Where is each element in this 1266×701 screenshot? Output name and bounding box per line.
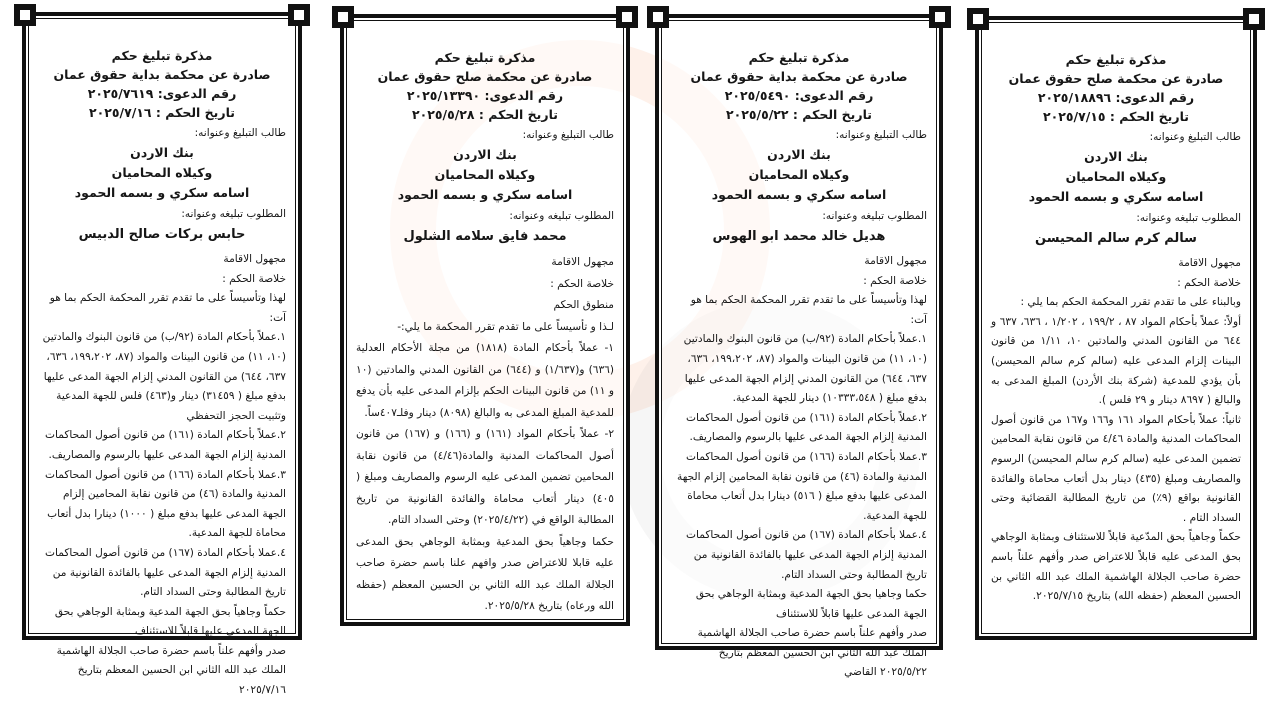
notice-title: مذكرة تبليغ حكم bbox=[434, 50, 536, 65]
body-paragraph: خلاصة الحكم : bbox=[550, 277, 614, 290]
respondent-label: المطلوب تبليغه وعنوانه: bbox=[181, 208, 286, 220]
respondent-name: محمد فايق سلامه الشلول bbox=[403, 229, 567, 244]
body-paragraph: ١.عملاً بأحكام المادة (٩٢/ب) من قانون البنوك والمادتين (١٠، ١١) من قانون البينات والمواد (٨٧، ١٩٩،٢٠٢، ٦٣٦، ٦٣٧، ٦٤٤) من القانون المدني إلزام الجهة المدعى عليها بدفع مبلغ ( ١٠٣٣٣،٥٤٨) دينار للجهة المدعية. bbox=[683, 333, 927, 405]
requester-line: وكيلاه المحاميان bbox=[111, 165, 213, 180]
judgment-date: تاريخ الحكم : ٢٠٢٥/٥/٢٢ bbox=[726, 107, 872, 122]
body-paragraph: حكماً وجاهياً بحق المدّعية قابلاً للاستئناف وبمثابة الوجاهي بحق المدعى عليه قابلاً للاعتراض صدر وأفهم علناً باسم حضرة صاحب الجلالة الهاشمية الملك عبد الله الثاني بن الحسين المعظم (حفظه الله) بتاريخ ٢٠٢٥/٧/١٥. bbox=[991, 531, 1241, 603]
requester-line: بنك الاردن bbox=[130, 145, 194, 160]
body-paragraph: ٢.عملاً بأحكام المادة (١٦١) من قانون أصول المحاكمات المدنية إلزام الجهة المدعى عليها بالرسوم والمصاريف. bbox=[686, 411, 927, 444]
requester-line: وكيلاه المحاميان bbox=[748, 167, 850, 182]
respondent-name: هديل خالد محمد ابو الهوس bbox=[712, 229, 886, 244]
respondent-label: المطلوب تبليغه وعنوانه: bbox=[822, 210, 927, 222]
corner-ornament bbox=[288, 4, 310, 26]
requester-line: وكيلاه المحاميان bbox=[1065, 169, 1167, 184]
body-paragraph: ثانياً: عملاً بأحكام المواد ١٦١ و١٦٦ و١٦٧ من قانون أصول المحاكمات المدنية والمادة ٤/٤٦ من قانون نقابة المحامين تضمين المدعى عليه (سالم كرم سالم المحيسن) الرسوم والمصاريف ومبلغ (٤٣٥) دينار بدل أتعاب محاماة والفائدة القانونية بواقع (٩٪) من تاريخ المطالبة القضائية وحتى السداد التام . bbox=[991, 413, 1242, 524]
judgment-body bbox=[671, 252, 927, 683]
body-paragraph: ٢- عملاً بأحكام المواد (١٦١) و (١٦٦) و (١٦٧) من قانون أصول المحاكمات المدنية والمادة(٤/٤٦) من قانون نقابة المحامين تضمين المدعى عليه الرسوم والمصاريف ومبلغ ( ٤٠٥) دينار أتعاب محاماة والفائدة القانونية من تاريخ المطالبة الواقع في (٢٠٢٥/٤/٢٢) وحتى السداد التام. bbox=[356, 428, 615, 526]
body-paragraph: مجهول الاقامة bbox=[864, 255, 927, 267]
judgment-notice-4 bbox=[975, 16, 1257, 640]
body-paragraph: لهذا وتأسيساً على ما تقدم تقرر المحكمة الحكم بما هو آت: bbox=[49, 292, 286, 324]
body-paragraph: أولاً: عملاً بأحكام المواد ٨٧ ، ١٩٩/٢ ، ١/٢٠٢ ، ٦٣٦، ٦٣٧ و ٦٤٤ من القانون المدني والمادتين ١٠، ١/١١ من قانون البينات إلزام المدعى عليه (سالم كرم سالم المحيسن) بأن يؤدي للمدعية (شركة بنك الأردن) المبلغ المدعى به والبالغ ( ٨٦٩٧ دينار و ٢٩ فلس ). bbox=[991, 315, 1242, 407]
body-paragraph: ٣.عملا بأحكام المادة (١٦٦) من قانون أصول المحاكمات المدنية والمادة (٤٦) من قانون نقابة المحامين إلزام الجهة المدعى عليها بدفع مبلغ ( ١٠٠٠) دينارا بدل أتعاب محاماة للجهة المدعية. bbox=[45, 468, 286, 540]
body-paragraph: ١- عملاً بأحكام المادة (١٨١٨) من مجلة الأحكام العدلية (٦٣٦) و(١/٦٣٧) و (٦٤٤) من القانون المدني والمادتين (١٠ و ١١) من قانون البينات الحكم بإلزام المدعى عليه بأن يدفع للمدعية المبلغ المدعى به والبالغ (٨٠٩٨) دينار وفلـ٤٠٧ساً. bbox=[356, 342, 614, 419]
body-paragraph: ٤.عملا بأحكام المادة (١٦٧) من قانون أصول المحاكمات المدنية إلزام الجهة المدعى عليها بالفائدة القانونية من تاريخ المطالبة وحتى السداد التام. bbox=[45, 546, 286, 599]
requester-line: بنك الاردن bbox=[1084, 149, 1148, 164]
judgment-body bbox=[991, 254, 1241, 607]
body-paragraph: مجهول الاقامة bbox=[223, 253, 286, 265]
corner-ornament bbox=[967, 8, 989, 30]
case-number: رقم الدعوى: ٢٠٢٥/٥٤٩٠ bbox=[724, 88, 874, 103]
body-paragraph: حكما وجاهيا بحق الجهة المدعية وبمثابة الوجاهي بحق الجهة المدعى عليها قابلاً للاستئناف bbox=[695, 588, 927, 620]
requester-line: بنك الاردن bbox=[767, 147, 831, 162]
requester-line: اسامه سكري و بسمه الحمود bbox=[74, 185, 250, 200]
body-paragraph: لـذا و تأسيساً على ما تقدم تقرر المحكمة ما يلي:- bbox=[397, 320, 614, 333]
respondent-name: حابس بركات صالح الدبيس bbox=[78, 227, 246, 242]
corner-ornament bbox=[647, 6, 669, 28]
body-paragraph: خلاصة الحكم : bbox=[1177, 276, 1241, 289]
requester-line: بنك الاردن bbox=[453, 147, 517, 162]
requester-label: طالب التبليغ وعنوانه: bbox=[1149, 131, 1241, 143]
body-paragraph: حكماً وجاهياً بحق الجهة المدعية وبمثابة الوجاهي بحق الجهة المدعى عليها قابلاً للاستئناف bbox=[54, 605, 286, 638]
case-number: رقم الدعوى: ٢٠٢٥/١٨٨٩٦ bbox=[1037, 90, 1195, 105]
corner-ornament bbox=[14, 4, 36, 26]
body-paragraph: صدر وأفهم علناً باسم حضرة صاحب الجلالة الهاشمية الملك عبد الله الثاني ابن الحسين المعظم بتاريخ ٢٠٢٥/٧/١٦ bbox=[56, 644, 286, 697]
body-paragraph: منطوق الحكم bbox=[553, 299, 614, 311]
body-paragraph: خلاصة الحكم : bbox=[863, 274, 927, 287]
body-paragraph: ٤.عملا بأحكام المادة (١٦٧) من قانون أصول المحاكمات المدنية إلزام الجهة المدعى عليها بالفائدة القانونية من تاريخ المطالبة وحتى السداد التام. bbox=[686, 529, 927, 581]
body-paragraph: مجهول الاقامة bbox=[1178, 257, 1241, 269]
notice-title: مذكرة تبليغ حكم bbox=[111, 48, 213, 63]
corner-ornament bbox=[929, 6, 951, 28]
notice-title: مذكرة تبليغ حكم bbox=[1065, 52, 1167, 67]
court-name: صادرة عن محكمة صلح حقوق عمان bbox=[1008, 71, 1224, 86]
body-paragraph: ١.عملاً بأحكام المادة (٩٢/ب) من قانون البنوك والمادتين (١٠، ١١) من قانون البينات والمواد (٨٧، ١٩٩،٢٠٢، ٦٣٦، ٦٣٧، ٦٤٤) من القانون المدني إلزام الجهة المدعى عليها بدفع مبلغ ( ٣١٤٥٩) دينار و(٤٦٣) فلس للجهة المدعية وتثبيت الحجز التحفظي bbox=[42, 331, 286, 422]
requester-label: طالب التبليغ وعنوانه: bbox=[835, 129, 927, 141]
body-paragraph: خلاصة الحكم : bbox=[222, 272, 286, 285]
body-paragraph: صدر وأفهم علناً باسم حضرة صاحب الجلالة الهاشمية الملك عبد الله الثاني ابن الحسين المعظم بتاريخ ٢٠٢٥/٥/٢٢ القاضي bbox=[697, 627, 927, 679]
case-number: رقم الدعوى: ٢٠٢٥/١٣٣٩٠ bbox=[406, 88, 564, 103]
court-name: صادرة عن محكمة بداية حقوق عمان bbox=[53, 67, 271, 82]
requester-label: طالب التبليغ وعنوانه: bbox=[522, 129, 614, 141]
body-paragraph: ٢.عملاً بأحكام المادة (١٦١) من قانون أصول المحاكمات المدنية إلزام الجهة المدعى عليها بالرسوم والمصاريف. bbox=[45, 429, 286, 461]
body-paragraph: حكما وجاهياً بحق المدعية وبمثابة الوجاهي بحق المدعى عليه قابلا للاعتراض صدر وافهم علنا باسم حضرة صاحب الجلالة الملك عبد الله الثاني بن الحسين المعظم (حفظه الله ورعاه) بتاريخ ٢٠٢٥/٥/٢٨. bbox=[356, 535, 614, 612]
requester-line: وكيلاه المحاميان bbox=[434, 167, 536, 182]
body-paragraph: ٣.عملا بأحكام المادة (١٦٦) من قانون أصول المحاكمات المدنية والمادة (٤٦) من قانون نقابة المحامين إلزام الجهة المدعى عليها بدفع مبلغ ( ٥١٦) دينارا بدل أتعاب محاماة للجهة المدعية. bbox=[677, 450, 927, 522]
judgment-notice-3 bbox=[655, 14, 943, 679]
body-paragraph: لهذا وتأسيساً على ما تقدم تقرر المحكمة الحكم بما هو آت: bbox=[690, 294, 927, 326]
corner-ornament bbox=[616, 6, 638, 28]
corner-ornament bbox=[332, 6, 354, 28]
court-name: صادرة عن محكمة بداية حقوق عمان bbox=[690, 69, 908, 84]
judgment-date: تاريخ الحكم : ٢٠٢٥/٧/١٥ bbox=[1043, 109, 1189, 124]
judgment-date: تاريخ الحكم : ٢٠٢٥/٧/١٦ bbox=[89, 105, 235, 120]
notice-title: مذكرة تبليغ حكم bbox=[748, 50, 850, 65]
judgment-body bbox=[38, 250, 286, 701]
case-number: رقم الدعوى: ٢٠٢٥/٧٦١٩ bbox=[87, 86, 237, 101]
respondent-label: المطلوب تبليغه وعنوانه: bbox=[1136, 212, 1241, 224]
judgment-notice-2 bbox=[340, 14, 630, 626]
requester-line: اسامه سكري و بسمه الحمود bbox=[711, 187, 887, 202]
requester-label: طالب التبليغ وعنوانه: bbox=[194, 127, 286, 139]
court-name: صادرة عن محكمة صلح حقوق عمان bbox=[377, 69, 593, 84]
corner-ornament bbox=[1243, 8, 1265, 30]
judgment-body bbox=[356, 252, 614, 618]
judgment-notice-1 bbox=[22, 12, 302, 697]
body-paragraph: وبالبناء على ما تقدم تقرر المحكمة الحكم بما يلي : bbox=[1020, 296, 1241, 309]
body-paragraph: مجهول الاقامة bbox=[551, 256, 614, 268]
respondent-label: المطلوب تبليغه وعنوانه: bbox=[509, 210, 614, 222]
respondent-name: سالم كرم سالم المحيسن bbox=[1035, 231, 1197, 246]
judgment-date: تاريخ الحكم : ٢٠٢٥/٥/٢٨ bbox=[412, 107, 558, 122]
requester-line: اسامه سكري و بسمه الحمود bbox=[1028, 189, 1204, 204]
requester-line: اسامه سكري و بسمه الحمود bbox=[397, 187, 573, 202]
